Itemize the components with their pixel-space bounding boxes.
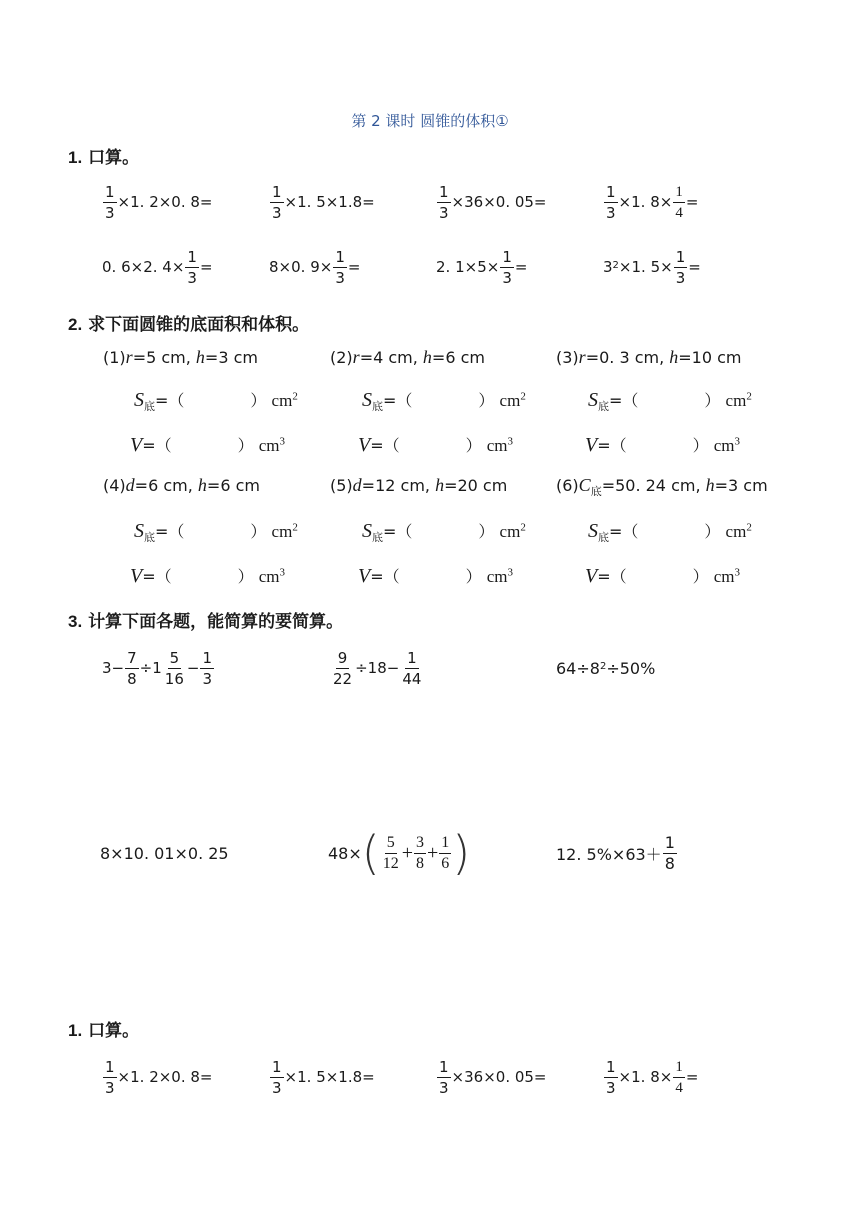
- fraction: $\frac{1}{3}$: [606, 182, 616, 222]
- fraction: $\frac{1}{3}$: [272, 1057, 282, 1097]
- section-1-heading: [68, 143, 139, 168]
- oral-calc-item: $\frac{1}{3}$ ×1. 2×0. 8=: [105, 1057, 213, 1097]
- section-number: 2.: [68, 315, 83, 334]
- volume-answer: V=（ ） $cm^3$: [358, 434, 514, 456]
- fraction: $\frac{7}{8}$: [127, 648, 137, 688]
- right-paren: ): [452, 826, 471, 880]
- base-area-answer: $S_底=$（ ） $cm^2$: [588, 520, 752, 545]
- fraction: $\frac{1}{3}$: [105, 1057, 115, 1097]
- oral-calc-item: 8×0. 9× $\frac{1}{3}$ =: [269, 247, 361, 287]
- oral-calc-item: 2. 1×5× $\frac{1}{3}$ =: [436, 247, 528, 287]
- base-area-answer: $S_底=$（ ） $cm^2$: [362, 389, 526, 414]
- fraction: $\frac{1}{3}$: [675, 247, 686, 287]
- fraction: $\frac{1}{4}$: [675, 1058, 683, 1096]
- fraction: $\frac{3}{8}$: [416, 833, 424, 872]
- calc-expression: 64÷8 2 ÷50%: [556, 658, 656, 678]
- section-label: 口算。: [88, 1021, 140, 1041]
- calc-expression: 48× ( $\frac{5}{12}$ + $\frac{3}{8}$ + $\frac{1}{6}$ ): [328, 826, 471, 880]
- fraction: $\frac{1}{3}$: [272, 182, 282, 222]
- fraction: $\frac{1}{3}$: [105, 182, 115, 222]
- fraction: $\frac{5}{16}$: [164, 648, 184, 688]
- volume-answer: V=（ ） $cm^3$: [130, 434, 286, 456]
- fraction: $\frac{1}{3}$: [335, 247, 345, 287]
- fraction: $\frac{9}{22}$: [333, 648, 353, 688]
- fraction: $\frac{5}{12}$: [382, 833, 399, 872]
- base-area-answer: $S_底=$（ ） $cm^2$: [134, 520, 298, 545]
- base-area-answer: $S_底=$（ ） $cm^2$: [588, 389, 752, 414]
- base-area-answer: $S_底=$（ ） $cm^2$: [134, 389, 298, 414]
- fraction: $\frac{1}{44}$: [402, 648, 422, 688]
- fraction: $\frac{1}{4}$: [675, 183, 683, 221]
- volume-answer: V=（ ） $cm^3$: [358, 565, 514, 587]
- volume-answer: V=（ ） $cm^3$: [585, 565, 741, 587]
- section-2-heading: [68, 310, 309, 335]
- oral-calc-item: $\frac{1}{3}$ ×1. 2×0. 8=: [105, 182, 213, 222]
- fraction: $\frac{1}{3}$: [439, 182, 449, 222]
- cone-problem: (4)d=6 cm, h=6 cm: [103, 475, 260, 495]
- fraction: $\frac{1}{3}$: [502, 247, 512, 287]
- section-label: 求下面圆锥的底面积和体积。: [88, 315, 310, 335]
- base-area-answer: $S_底=$（ ） $cm^2$: [362, 520, 526, 545]
- section-number: 3.: [68, 612, 83, 631]
- fraction: $\frac{1}{3}$: [439, 1057, 449, 1097]
- oral-calc-item: 3 2 ×1. 5× $\frac{1}{3}$ =: [603, 247, 701, 287]
- cone-problem: (3)r=0. 3 cm, h=10 cm: [556, 347, 742, 367]
- cone-problem: (2)r=4 cm, h=6 cm: [330, 347, 485, 367]
- page-title: 第 2 课时 圆锥的体积①: [351, 112, 509, 130]
- oral-calc-item: 0. 6×2. 4× $\frac{1}{3}$ =: [102, 247, 213, 287]
- cone-problem: $(6)C_底=50$. 24 cm, h=3 cm: [556, 475, 768, 499]
- calc-expression: $\frac{9}{22}$ ÷18− $\frac{1}{44}$: [333, 648, 422, 688]
- fraction: $\frac{1}{3}$: [187, 247, 197, 287]
- fraction: $\frac{1}{8}$: [664, 832, 675, 873]
- oral-calc-item: $\frac{1}{3}$ ×1. 8× $\frac{1}{4}$ =: [606, 1057, 699, 1097]
- fraction: $\frac{1}{3}$: [606, 1057, 616, 1097]
- oral-calc-item: $\frac{1}{3}$ ×1. 5×1.8=: [272, 1057, 375, 1097]
- fraction: $\frac{1}{6}$: [441, 833, 450, 872]
- section-number: 1.: [68, 148, 83, 167]
- cone-problem: (1)r=5 cm, h=3 cm: [103, 347, 258, 367]
- oral-calc-item: $\frac{1}{3}$ ×36×0. 05=: [439, 1057, 547, 1097]
- calc-expression: 12. 5%×63＋ $\frac{1}{8}$: [556, 832, 675, 873]
- section-label: 计算下面各题，能简算的要简算。: [88, 612, 344, 632]
- cone-problem: (5)d=12 cm, h=20 cm: [330, 475, 508, 495]
- calc-expression: 3− $\frac{7}{8}$ ÷1 $\frac{5}{16}$ − $\frac{1}{3}$: [102, 648, 213, 688]
- oral-calc-item: $\frac{1}{3}$ ×1. 5×1.8=: [272, 182, 375, 222]
- section-label: 口算。: [88, 148, 140, 168]
- fraction: $\frac{1}{3}$: [202, 648, 213, 688]
- oral-calc-item: $\frac{1}{3}$ ×1. 8× $\frac{1}{4}$ =: [606, 182, 699, 222]
- section-number: 1.: [68, 1021, 83, 1040]
- volume-answer: V=（ ） $cm^3$: [130, 565, 286, 587]
- section-1-repeat-heading: [68, 1016, 139, 1041]
- left-paren: (: [361, 826, 380, 880]
- calc-expression: 8×10. 01×0. 25: [100, 843, 229, 863]
- section-3-heading: [68, 607, 343, 632]
- volume-answer: V=（ ） $cm^3$: [585, 434, 741, 456]
- oral-calc-item: $\frac{1}{3}$ ×36×0. 05=: [439, 182, 547, 222]
